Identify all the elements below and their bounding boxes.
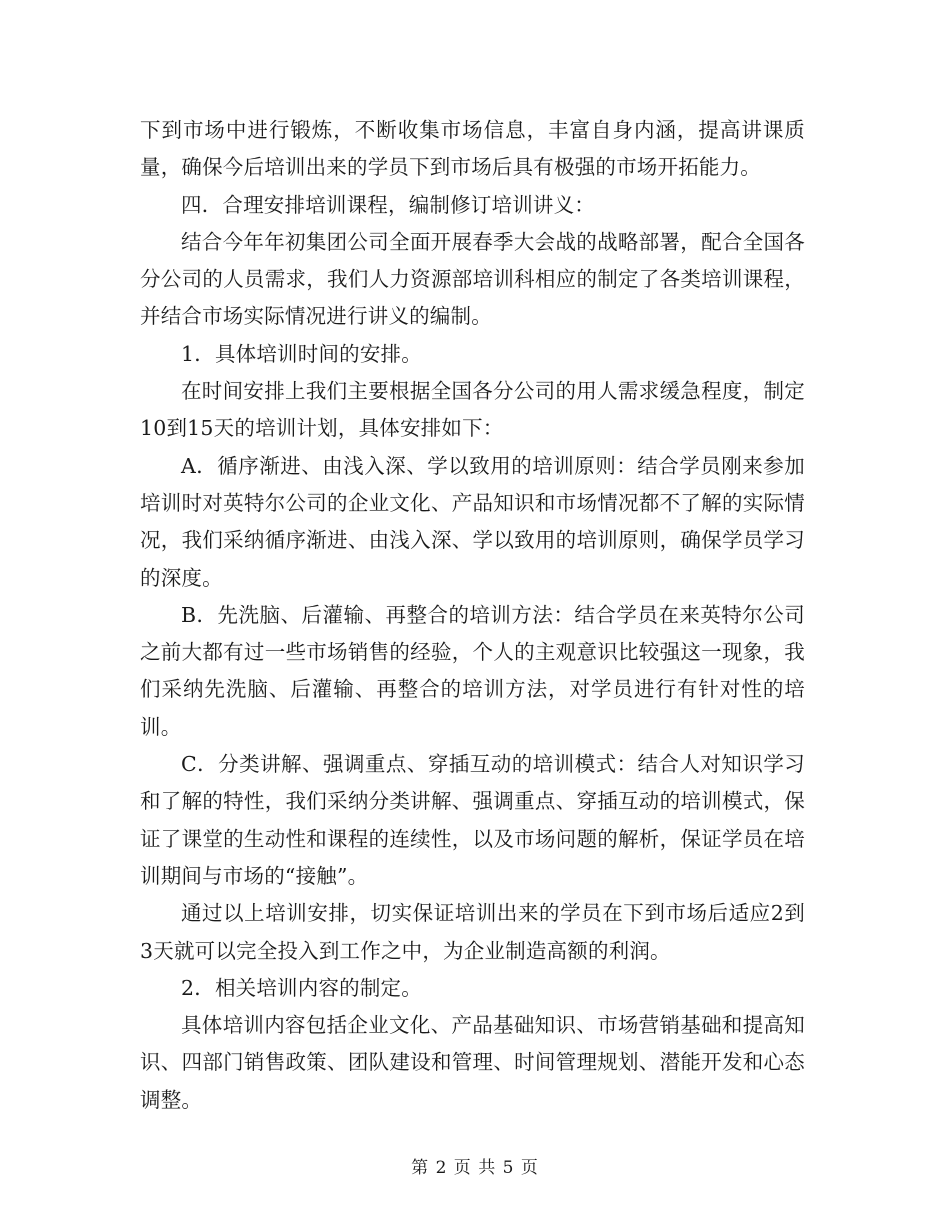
paragraph-3: 结合今年年初集团公司全面开展春季大会战的战略部署，配合全国各分公司的人员需求，我们人力资源部培训科相应的制定了各类培训课程，并结合市场实际情况进行讲义的编制。	[140, 229, 805, 329]
page-number-footer: 第 2 页 共 5 页	[411, 1158, 539, 1178]
subheading-2: 2．相关培训内容的制定。	[181, 975, 422, 1000]
section-heading-4: 四．合理安排培训课程，编制修订培训讲义：	[181, 192, 595, 217]
paragraph-item-b: B．先洗脑、后灌输、再整合的培训方法：结合学员在来英特尔公司之前大都有过一些市场销售的经验，个人的主观意识比较强这一现象，我们采纳先洗脑、后灌输、再整合的培训方法，对学员进行有针对性的培训。	[140, 602, 805, 739]
subheading-1: 1．具体培训时间的安排。	[181, 341, 422, 366]
paragraph-1: 下到市场中进行锻炼，不断收集市场信息，丰富自身内涵，提高讲课质量，确保今后培训出来的学员下到市场后具有极强的市场开拓能力。	[140, 118, 805, 180]
document-body	[140, 112, 805, 1119]
paragraph-item-c: C．分类讲解、强调重点、穿插互动的培训模式：结合人对知识学习和了解的特性，我们采纳分类讲解、强调重点、穿插互动的培训模式，保证了课堂的生动性和课程的连续性，以及市场问题的解析，保证学员在培训期间与市场的“接触”。	[140, 752, 805, 888]
paragraph-item-a: A．循序渐进、由浅入深、学以致用的培训原则：结合学员刚来参加培训时对英特尔公司的企业文化、产品知识和市场情况都不了解的实际情况，我们采纳循序渐进、由浅入深、学以致用的培训原则，确保学员学习的深度。	[140, 453, 805, 590]
paragraph-9: 通过以上培训安排，切实保证培训出来的学员在下到市场后适应2到3天就可以完全投入到工作之中，为企业制造高额的利润。	[140, 901, 805, 963]
paragraph-11: 具体培训内容包括企业文化、产品基础知识、市场营销基础和提高知识、四部门销售政策、团队建设和管理、时间管理规划、潜能开发和心态调整。	[140, 1013, 805, 1112]
paragraph-5: 在时间安排上我们主要根据全国各分公司的用人需求缓急程度，制定10到15天的培训计划，具体安排如下：	[140, 379, 805, 441]
